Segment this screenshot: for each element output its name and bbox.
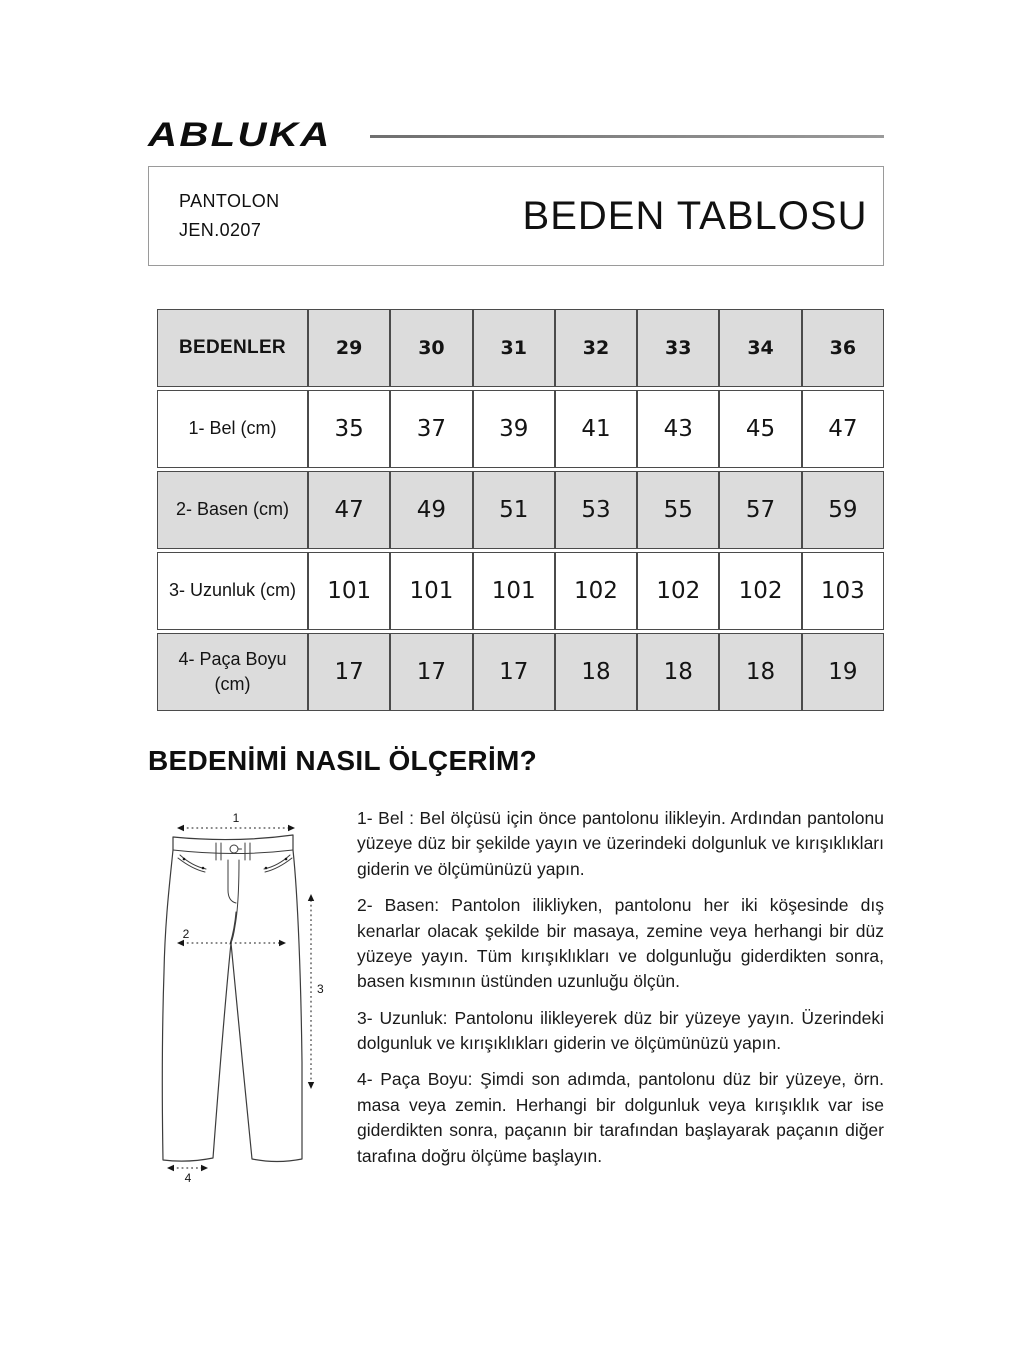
measurement-value: 51 — [473, 471, 555, 549]
hip-dim-label: 2 — [182, 927, 190, 941]
measurement-value: 19 — [802, 633, 884, 711]
measurement-value: 35 — [308, 390, 390, 468]
pants-diagram — [140, 802, 357, 1207]
arrow-down-icon — [308, 1082, 314, 1089]
product-meta — [149, 187, 389, 245]
measurement-value: 17 — [308, 633, 390, 711]
measurement-value: 17 — [390, 633, 472, 711]
measurement-value: 101 — [473, 552, 555, 630]
size-column-header: 34 — [719, 309, 801, 387]
table-row-paca-boyu — [157, 633, 884, 711]
right-pocket — [264, 855, 292, 872]
row-label: 1- Bel (cm) — [157, 390, 308, 468]
measurement-value: 45 — [719, 390, 801, 468]
measure-steps — [357, 805, 884, 1180]
row-label: 4- Paça Boyu (cm) — [157, 633, 308, 711]
length-dim-label: 3 — [317, 982, 324, 996]
size-table — [157, 306, 884, 714]
size-table-corner-header: BEDENLER — [157, 309, 308, 387]
pants-outline — [162, 835, 302, 1162]
arrow-left-icon — [167, 1165, 174, 1171]
size-column-header: 33 — [637, 309, 719, 387]
measurement-value: 57 — [719, 471, 801, 549]
rivet-icon — [285, 858, 288, 861]
rivet-icon — [202, 867, 205, 870]
pants-sketch-svg — [140, 802, 360, 1202]
measurement-value: 18 — [637, 633, 719, 711]
measure-step-3: 3- Uzunluk: Pantolonu ilikleyerek düz bir yüzeye yayın. Üzerindeki dolgunluk ve kırışıklıkları giderin ve ölçümünüzü yapın. — [357, 1007, 884, 1053]
how-to-heading: BEDENİMİ NASIL ÖLÇERİM? — [148, 745, 538, 776]
measurement-value: 47 — [802, 390, 884, 468]
table-row-basen — [157, 471, 884, 549]
measurement-value: 37 — [390, 390, 472, 468]
product-title-box — [148, 166, 884, 266]
measurement-value: 18 — [555, 633, 637, 711]
measurement-value: 59 — [802, 471, 884, 549]
measurement-value: 53 — [555, 471, 637, 549]
measurement-value: 49 — [390, 471, 472, 549]
size-table-header-row — [157, 309, 884, 387]
size-column-header: 30 — [390, 309, 472, 387]
row-label: 2- Basen (cm) — [157, 471, 308, 549]
measurement-value: 55 — [637, 471, 719, 549]
size-column-header: 29 — [308, 309, 390, 387]
hem-dim-label: 4 — [184, 1171, 192, 1185]
button-icon — [230, 845, 238, 853]
measure-section — [148, 805, 884, 1207]
size-column-header: 32 — [555, 309, 637, 387]
rivet-icon — [265, 867, 268, 870]
measurement-value: 47 — [308, 471, 390, 549]
table-row-uzunluk — [157, 552, 884, 630]
measurement-value: 102 — [555, 552, 637, 630]
arrow-up-icon — [308, 894, 314, 901]
header-rule-line — [370, 135, 884, 138]
table-row-bel — [157, 390, 884, 468]
measure-step-4: 4- Paça Boyu: Şimdi son adımda, pantolonu düz bir yüzeye, örn. masa veya zemin. Herhangi bir dolgunluk veya kırışıklık var ise giderdikten sonra, paçanın bir tarafından başlayarak paçanın diğer tarafına doğru ölçüme başlayın. — [357, 1069, 884, 1166]
measure-step-2: 2- Basen: Pantolon ilikliyken, pantolonu her iki köşesinde dış kenarlar olacak şekilde bir masaya, zemine veya herhangi bir düz yüzeye yayın. Tüm kırışıklıkları ve dolgunluğu giderdikten sonra, basen kısmının üstünden uzunluğu ölçün. — [357, 895, 884, 992]
product-code: JEN.0207 — [179, 220, 262, 240]
measurement-value: 101 — [390, 552, 472, 630]
brand-logo: ABLUKA — [148, 115, 332, 154]
size-column-header: 36 — [802, 309, 884, 387]
measurement-value: 101 — [308, 552, 390, 630]
measurement-value: 103 — [802, 552, 884, 630]
size-column-header: 31 — [473, 309, 555, 387]
measure-step-1: 1- Bel : Bel ölçüsü için önce pantolonu ilikleyin. Ardından pantolonu yüzeye düz bir şekilde yayın ve üzerindeki dolgunluk ve kırışıklıkları giderin ve ölçümünüzü yapın. — [357, 808, 884, 879]
arrow-right-icon — [288, 825, 295, 831]
waist-dim-label: 1 — [232, 811, 240, 825]
measurement-value: 43 — [637, 390, 719, 468]
brand-header — [148, 115, 884, 154]
arrow-right-icon — [279, 940, 286, 946]
measurement-value: 102 — [719, 552, 801, 630]
page-title: BEDEN TABLOSU — [522, 193, 868, 238]
measurement-value: 18 — [719, 633, 801, 711]
arrow-right-icon — [201, 1165, 208, 1171]
measurement-value: 41 — [555, 390, 637, 468]
left-pocket — [178, 855, 206, 872]
measurement-value: 39 — [473, 390, 555, 468]
fly-seam — [228, 860, 239, 944]
rivet-icon — [183, 858, 186, 861]
measurement-value: 17 — [473, 633, 555, 711]
product-type: PANTOLON — [179, 191, 280, 211]
arrow-left-icon — [177, 825, 184, 831]
measurement-value: 102 — [637, 552, 719, 630]
row-label: 3- Uzunluk (cm) — [157, 552, 308, 630]
